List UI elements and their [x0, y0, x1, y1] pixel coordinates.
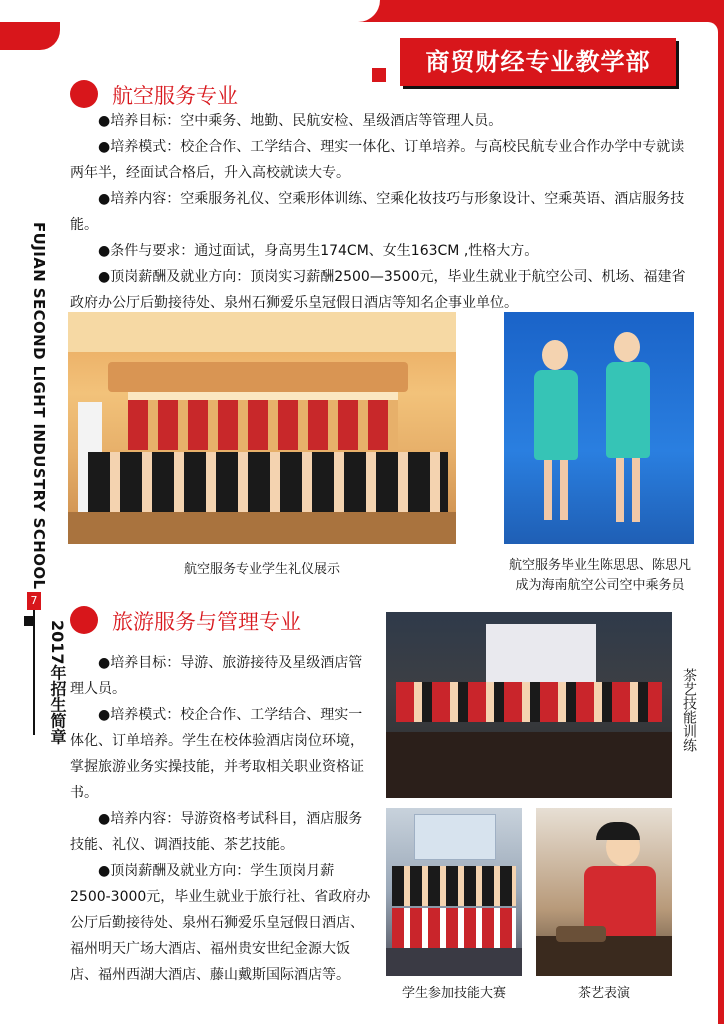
- photo3-caption: 茶艺技能训练: [681, 668, 697, 752]
- brochure-year-label: 2017年招生简章: [48, 620, 67, 745]
- section1-bullet-icon: [70, 80, 98, 108]
- photo1-caption: 航空服务专业学生礼仪展示: [183, 562, 340, 577]
- section2-paragraph: ●培养目标：导游、旅游接待及星级酒店管理人员。: [70, 655, 363, 697]
- title-square-marker: [372, 68, 386, 82]
- section2-text: [70, 650, 374, 988]
- photo-skills-competition: [386, 808, 522, 976]
- section2-paragraph: ●顶岗薪酬及就业方向：学生顶岗月薪2500-3000元，毕业生就业于旅行社、省政府办公厅后勤接待处、泉州石狮爱乐皇冠假日酒店、福州明天广场大酒店、福州贵安世纪金源大饭店、福州西湖大酒店、藤山戴斯国际酒店等。: [70, 863, 371, 983]
- section2-title: 旅游服务与管理专业: [112, 610, 301, 634]
- section1-title: 航空服务专业: [112, 84, 238, 108]
- department-title: 商贸财经专业教学部: [400, 38, 676, 86]
- page-number: 7: [27, 592, 41, 610]
- section1-paragraph: ●培养内容：空乘服务礼仪、空乘形体训练、空乘化妆技巧与形象设计、空乘英语、酒店服务技能。: [70, 191, 685, 233]
- sidebar-square: [24, 616, 34, 626]
- photo-graduates-flight-attendants: [504, 312, 694, 544]
- section1-text: [70, 108, 688, 316]
- photo2-caption: [496, 556, 704, 596]
- section1-paragraph: ●培养目标：空中乘务、地勤、民航安检、星级酒店等管理人员。: [98, 113, 503, 129]
- right-rail-inner: [708, 22, 718, 1024]
- section1-paragraph: ●条件与要求：通过面试，身高男生174CM、女生163CM ,性格大方。: [98, 243, 539, 259]
- photo-tea-art-training: [386, 612, 672, 798]
- section2-bullet-icon: [70, 606, 98, 634]
- section2-paragraph: ●培养内容：导游资格考试科目，酒店服务技能、礼仪、调酒技能、茶艺技能。: [70, 811, 363, 853]
- photo2-caption-line1: 航空服务毕业生陈思思、陈思凡: [508, 558, 691, 573]
- photo-tea-art-performance: [536, 808, 672, 976]
- photo2-caption-line2: 成为海南航空公司空中乘务员: [515, 578, 685, 593]
- photo4-caption: 学生参加技能大赛: [401, 986, 506, 1001]
- corner-red-tab: [0, 22, 60, 50]
- section1-paragraph: ●顶岗薪酬及就业方向：顶岗实习薪酬2500—3500元，毕业生就业于航空公司、机场、福建省政府办公厅后勤接待处、泉州石狮爱乐皇冠假日酒店等知名企事业单位。: [70, 269, 686, 311]
- top-white-curve: [0, 0, 380, 22]
- photo5-caption: 茶艺表演: [577, 986, 630, 1001]
- photo-etiquette-display: [68, 312, 456, 544]
- school-name-vertical: FUJIAN SECOND LIGHT INDUSTRY SCHOOL: [30, 222, 48, 590]
- section2-paragraph: ●培养模式：校企合作、工学结合、理实一体化、订单培养。学生在校体验酒店岗位环境，掌握旅游业务实操技能，并考取相关职业资格证书。: [70, 707, 364, 801]
- section1-paragraph: ●培养模式：校企合作、工学结合、理实一体化、订单培养。与高校民航专业合作办学中专就读两年半，经面试合格后，升入高校就读大专。: [70, 139, 685, 181]
